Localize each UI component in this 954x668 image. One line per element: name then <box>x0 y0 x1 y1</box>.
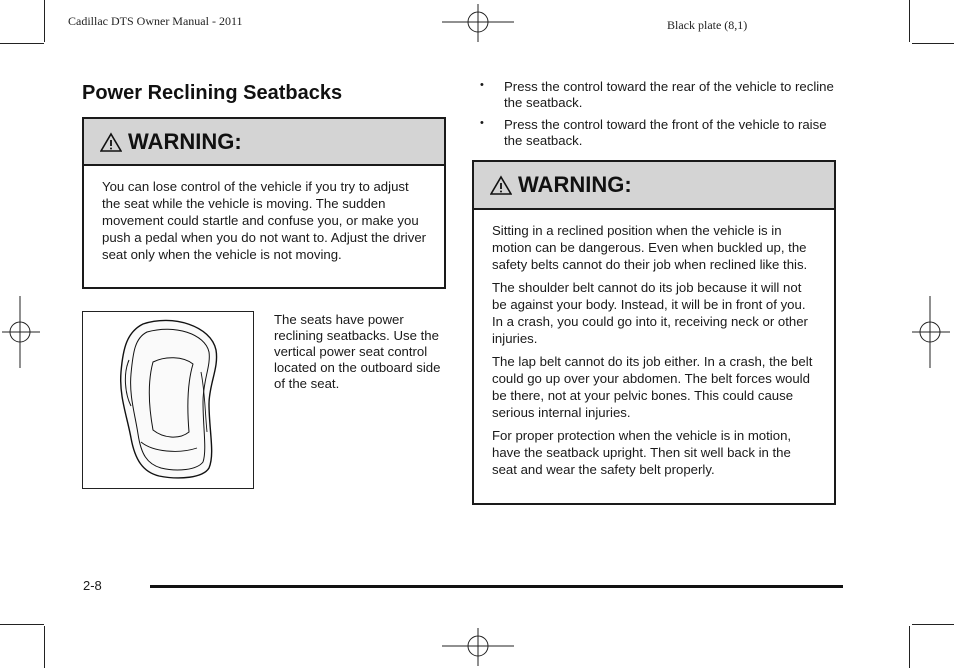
warning-triangle-icon <box>490 175 512 195</box>
warning-text: You can lose control of the vehicle if you try to adjust the seat while the vehicle is moving. The sudden movement could startle and confuse you, or make you push a pedal when you do not want to. Adjust the driver seat only when the vehicle is not moving. <box>102 179 427 262</box>
warning-triangle-icon <box>100 132 122 152</box>
warning-header <box>474 162 834 210</box>
registration-mark-left <box>2 296 40 368</box>
warning-title: WARNING: <box>128 128 242 154</box>
warning-paragraph: The lap belt cannot do its job either. In a crash, the belt could go up over your abdomen. The belt forces would be there, not at your pelvic bones. This could cause serious internal injuries. <box>492 354 813 420</box>
registration-mark-right <box>912 296 950 368</box>
warning-box-right <box>472 160 836 505</box>
plate-label: Black plate (8,1) <box>667 18 748 32</box>
warning-paragraph: For proper protection when the vehicle is in motion, have the seatback upright. Then sit well back in the seat and wear the safety belt properly. <box>492 428 792 477</box>
instruction-list <box>480 79 840 155</box>
section-title: Power Reclining Seatbacks <box>82 82 343 104</box>
seat-control-figure <box>82 311 254 489</box>
warning-title: WARNING: <box>518 172 632 197</box>
warning-header <box>84 119 444 166</box>
bullet-marker: • <box>480 117 484 129</box>
figure-caption: The seats have power reclining seatbacks. Use the vertical power seat control located on the outboard side of the seat. <box>274 312 441 391</box>
registration-mark-top <box>442 4 514 42</box>
bullet-marker: • <box>480 79 484 91</box>
registration-mark-bottom <box>442 628 514 666</box>
footer-rule <box>150 585 843 588</box>
warning-paragraph: Sitting in a reclined position when the vehicle is in motion can be dangerous. Even when buckled up, the safety belts cannot do their job when reclined like this. <box>492 223 808 272</box>
page-number: 2-8 <box>83 578 102 593</box>
manual-title: Cadillac DTS Owner Manual - 2011 <box>68 14 243 28</box>
warning-box-left <box>82 117 446 289</box>
list-item <box>480 79 840 111</box>
warning-paragraph: The shoulder belt cannot do its job because it will not be against your body. Instead, it will be in front of you. In a crash, you could go into it, receiving neck or other injuries. <box>492 280 808 346</box>
list-item-text: Press the control toward the front of the vehicle to raise the seatback. <box>504 117 827 148</box>
warning-body <box>84 166 444 263</box>
seat-recline-control-icon <box>83 312 253 488</box>
list-item-text: Press the control toward the rear of the vehicle to recline the seatback. <box>504 79 834 110</box>
list-item <box>480 117 840 149</box>
warning-body <box>474 210 834 478</box>
